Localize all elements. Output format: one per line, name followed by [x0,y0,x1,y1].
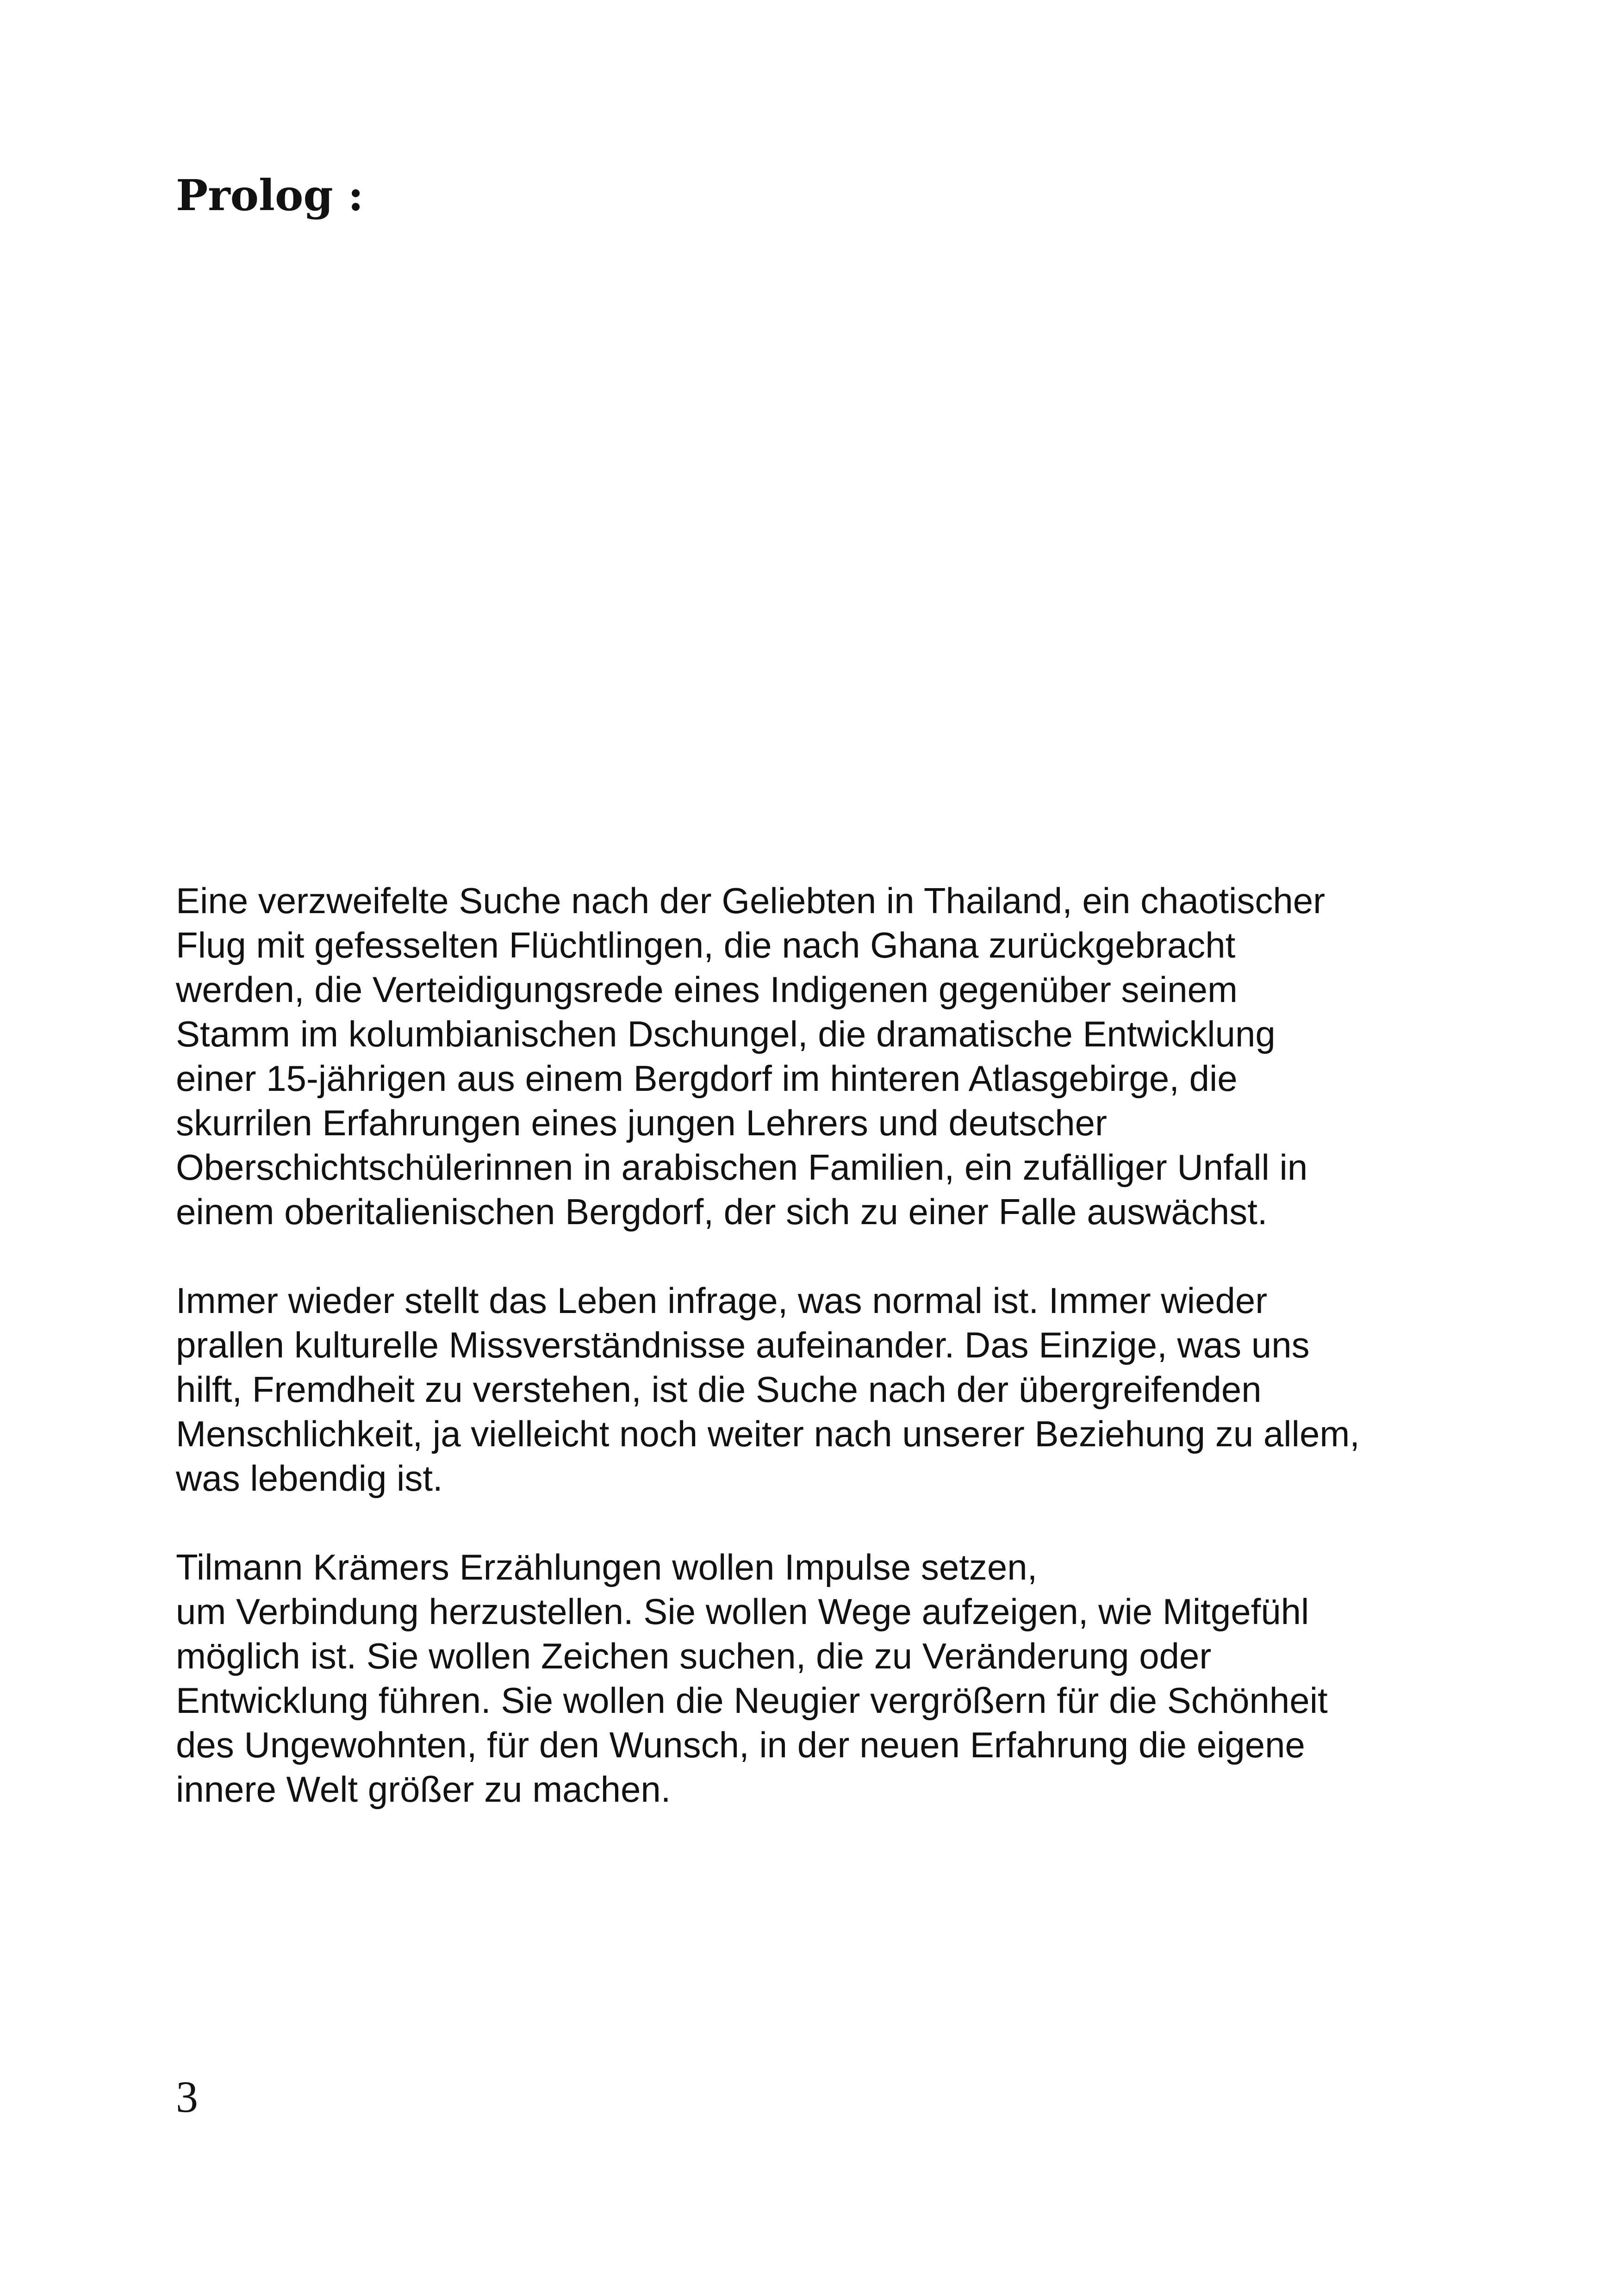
text-line: Oberschichtschülerinnen in arabischen Familien, ein zufälliger Unfall in [176,1147,1308,1188]
text-line: innere Welt größer zu machen. [176,1769,671,1810]
text-line: möglich ist. Sie wollen Zeichen suchen, die zu Veränderung oder [176,1636,1212,1676]
text-line: Immer wieder stellt das Leben infrage, was normal ist. Immer wieder [176,1280,1268,1321]
paragraph-cultural-questions [176,1278,1495,1500]
text-line: des Ungewohnten, für den Wunsch, in der neuen Erfahrung die eigene [176,1724,1305,1765]
prolog-body [176,878,1495,1856]
text-line: hilft, Fremdheit zu verstehen, ist die Suche nach der übergreifenden [176,1369,1262,1410]
text-line: um Verbindung herzustellen. Sie wollen Wege aufzeigen, wie Mitgefühl [176,1591,1309,1632]
text-line: Stamm im kolumbianischen Dschungel, die dramatische Entwicklung [176,1014,1276,1054]
text-line: was lebendig ist. [176,1458,443,1499]
text-line: Eine verzweifelte Suche nach der Geliebten in Thailand, ein chaotischer [176,880,1326,921]
page-number: 3 [176,2072,198,2122]
text-line: einem oberitalienischen Bergdorf, der sich zu einer Falle auswächst. [176,1191,1268,1232]
text-line: skurrilen Erfahrungen eines jungen Lehrers und deutscher [176,1102,1107,1143]
text-line: Menschlichkeit, ja vielleicht noch weiter nach unserer Beziehung zu allem, [176,1413,1360,1454]
text-line: Entwicklung führen. Sie wollen die Neugier vergrößern für die Schönheit [176,1680,1328,1721]
text-line: werden, die Verteidigungsrede eines Indigenen gegenüber seinem [176,969,1238,1010]
text-line: prallen kulturelle Missverständnisse aufeinander. Das Einzige, was uns [176,1325,1310,1365]
text-line: Tilmann Krämers Erzählungen wollen Impulse setzen, [176,1547,1038,1587]
text-line: einer 15-jährigen aus einem Bergdorf im hinteren Atlasgebirge, die [176,1058,1238,1099]
prolog-heading: Prolog : [176,170,364,220]
paragraph-story-overview [176,878,1495,1234]
text-line: Flug mit gefesselten Flüchtlingen, die nach Ghana zurückgebracht [176,925,1236,965]
paragraph-author-intent [176,1545,1495,1811]
